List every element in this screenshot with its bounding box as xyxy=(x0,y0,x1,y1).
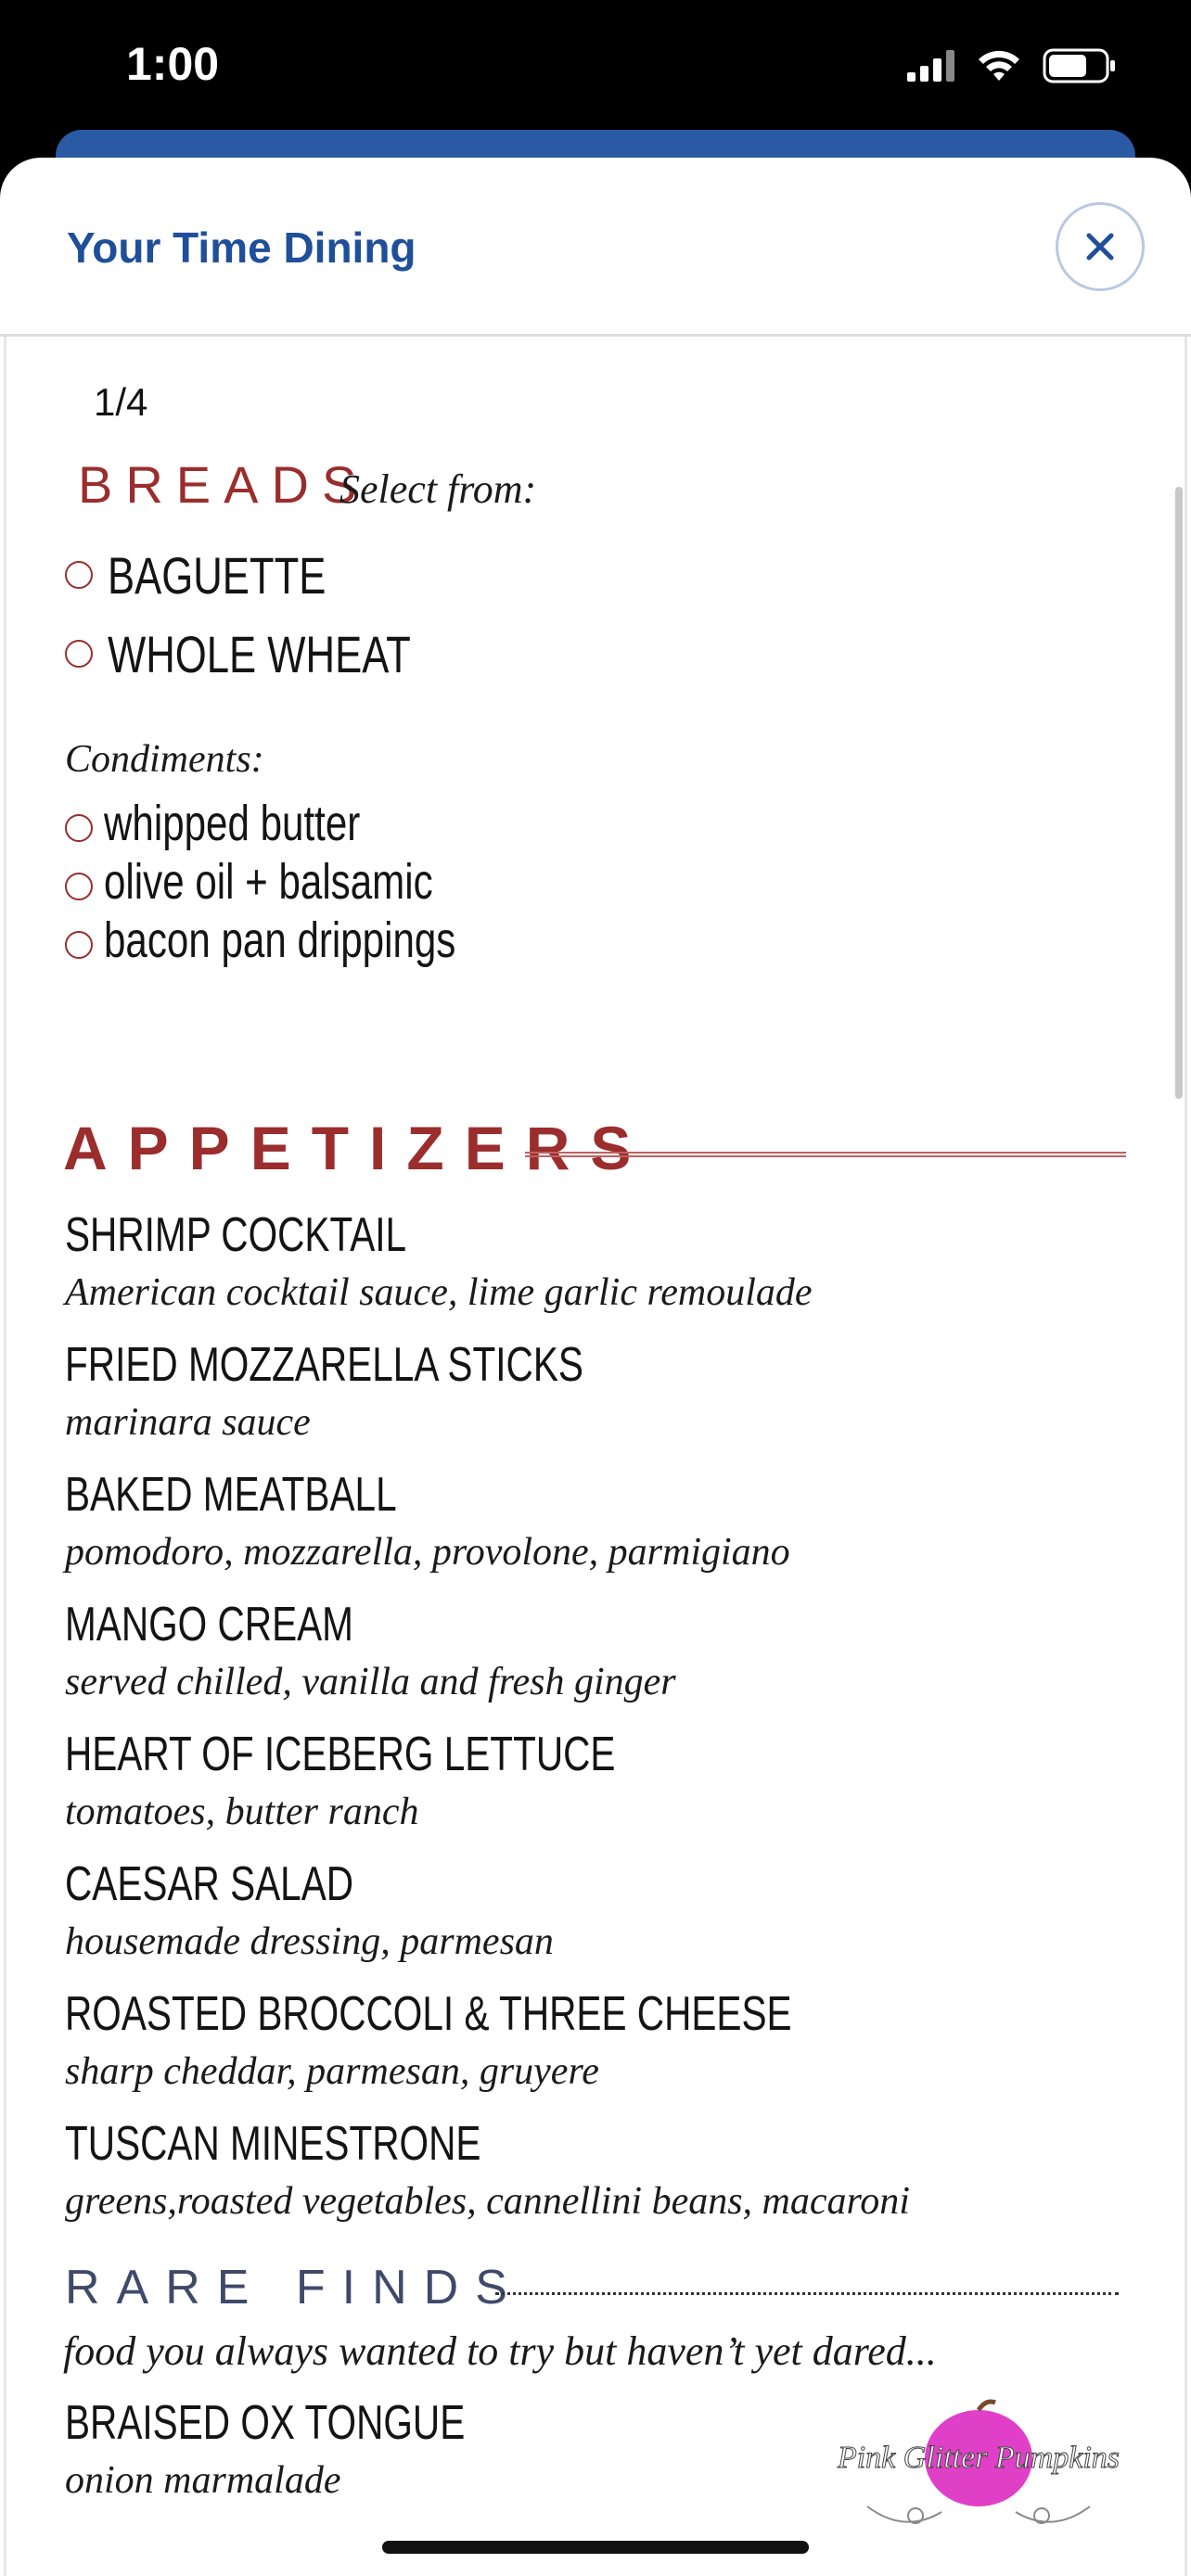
condiments-label: Condiments: xyxy=(65,738,264,781)
radio-whole-wheat[interactable] xyxy=(65,640,93,668)
rare-finds-tagline: food you always wanted to try but haven’t yet dared... xyxy=(63,2328,937,2374)
appetizer-desc: sharp cheddar, parmesan, gruyere xyxy=(65,2050,599,2093)
home-indicator xyxy=(382,2541,809,2554)
status-time: 1:00 xyxy=(126,38,220,90)
appetizer-name: CAESAR SALAD xyxy=(65,1857,354,1911)
bread-option-baguette: BAGUETTE xyxy=(108,546,327,605)
signal-icon xyxy=(907,50,955,82)
appetizer-name: FRIED MOZZARELLA STICKS xyxy=(65,1338,583,1392)
bread-option-whole-wheat: WHOLE WHEAT xyxy=(108,625,411,683)
radio-whipped-butter[interactable] xyxy=(65,814,93,842)
svg-text:Pink Glitter Pumpkins: Pink Glitter Pumpkins xyxy=(837,2441,1121,2475)
condiment-olive-oil: olive oil + balsamic xyxy=(104,854,433,910)
status-bar xyxy=(0,0,1191,139)
rare-item-desc: onion marmalade xyxy=(65,2459,341,2502)
appetizer-desc: tomatoes, butter ranch xyxy=(65,1791,419,1833)
radio-bacon-drippings[interactable] xyxy=(65,931,93,959)
wifi-icon xyxy=(976,49,1022,83)
close-button[interactable] xyxy=(1056,202,1145,291)
sheet-header xyxy=(0,158,1191,337)
appetizer-name: SHRIMP COCKTAIL xyxy=(65,1208,407,1262)
appetizer-desc: American cocktail sauce, lime garlic remoulade xyxy=(65,1271,813,1314)
appetizer-desc: served chilled, vanilla and fresh ginger xyxy=(65,1661,676,1703)
appetizer-desc: marinara sauce xyxy=(65,1401,311,1444)
appetizer-name: BAKED MEATBALL xyxy=(65,1468,397,1522)
condiment-bacon-drippings: bacon pan drippings xyxy=(104,912,456,968)
appetizer-name: TUSCAN MINESTRONE xyxy=(65,2117,481,2171)
appetizer-name: HEART OF ICEBERG LETTUCE xyxy=(65,1728,616,1781)
appetizer-desc: pomodoro, mozzarella, provolone, parmigiano xyxy=(65,1531,790,1574)
rare-finds-heading: RARE FINDS xyxy=(65,2261,524,2315)
appetizers-heading: APPETIZERS xyxy=(63,1114,652,1182)
close-icon xyxy=(1083,230,1117,263)
rare-finds-rule xyxy=(495,2292,1119,2295)
appetizer-name: MANGO CREAM xyxy=(65,1598,353,1651)
dining-sheet xyxy=(0,158,1191,2576)
breads-heading: BREADS xyxy=(78,455,370,514)
condiment-whipped-butter: whipped butter xyxy=(104,796,361,851)
appetizer-name: ROASTED BROCCOLI & THREE CHEESE xyxy=(65,1987,792,2041)
scrollbar[interactable] xyxy=(1175,487,1183,1099)
page-indicator: 1/4 xyxy=(94,380,148,424)
rare-item-name: BRAISED OX TONGUE xyxy=(65,2396,466,2450)
appetizer-desc: greens,roasted vegetables, cannellini beans, macaroni xyxy=(65,2180,910,2223)
appetizers-rule xyxy=(525,1152,1126,1157)
watermark-logo xyxy=(830,2397,1127,2536)
status-icons xyxy=(907,48,1117,83)
breads-select-from: Select from: xyxy=(339,466,537,512)
sheet-title: Your Time Dining xyxy=(67,223,416,272)
radio-olive-oil[interactable] xyxy=(65,873,93,900)
appetizer-desc: housemade dressing, parmesan xyxy=(65,1920,554,1963)
radio-baguette[interactable] xyxy=(65,561,93,589)
battery-icon xyxy=(1043,48,1117,83)
